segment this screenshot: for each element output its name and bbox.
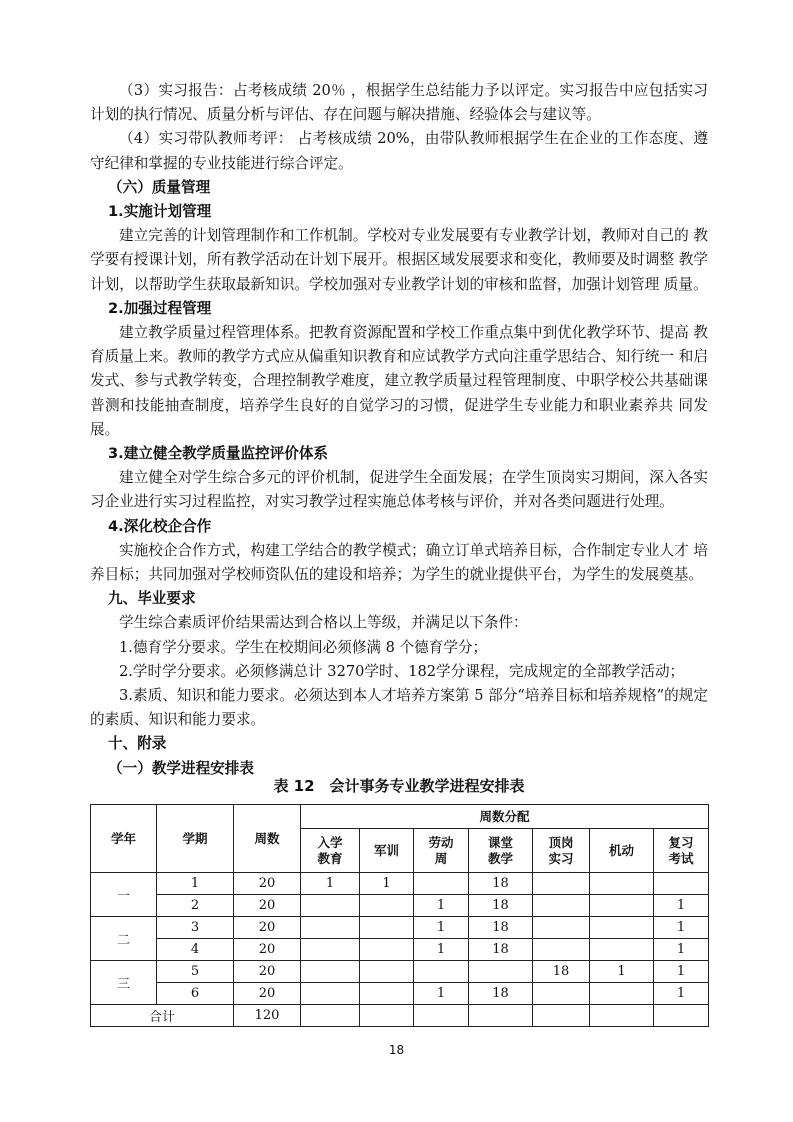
allocation-cell — [360, 961, 414, 983]
allocation-cell — [414, 961, 469, 983]
term-cell: 6 — [157, 983, 234, 1005]
total-empty-cell — [469, 1005, 533, 1027]
allocation-cell: 1 — [301, 873, 360, 895]
allocation-cell — [590, 939, 654, 961]
allocation-cell — [360, 895, 414, 917]
allocation-cell: 1 — [654, 917, 709, 939]
allocation-cell — [301, 939, 360, 961]
body-text — [90, 79, 708, 781]
allocation-cell: 18 — [469, 895, 533, 917]
allocation-cell — [469, 961, 533, 983]
year-cell: 三 — [91, 961, 157, 1005]
allocation-cell: 18 — [469, 917, 533, 939]
allocation-cell: 18 — [469, 983, 533, 1005]
heading-plan-management: 1.实施计划管理 — [108, 203, 212, 221]
paragraph-internship-report: （3）实习报告：占考核成绩 20％ ，根据学生总结能力予以评定。实习报告中应包括实习计划的执行情况、质量分析与评估、存在问题与解决措施、经验体会与建议等。 — [90, 82, 708, 124]
paragraph-moral-credits: 1.德育学分要求。学生在校期间必须修满 8 个德育学分； — [119, 638, 488, 656]
paragraph-quality-monitoring: 建立健全对学生综合多元的评价机制，促进学生全面发展；在学生顶岗实习期间，深入各实习企业进行实习过程监控，对实习教学过程实施总体考核与评价，并对各类问题进行处理。 — [90, 469, 708, 511]
table-row — [91, 895, 709, 917]
heading-graduation-requirements: 九、毕业要求 — [108, 590, 196, 608]
allocation-cell: 1 — [360, 873, 414, 895]
allocation-cell — [533, 917, 590, 939]
table-row — [91, 961, 709, 983]
allocation-cell: 1 — [590, 961, 654, 983]
heading-process-management: 2.加强过程管理 — [108, 299, 212, 317]
allocation-cell — [533, 895, 590, 917]
header-labor-week: 劳动 周 — [414, 829, 469, 873]
allocation-cell — [360, 917, 414, 939]
weeks-cell: 20 — [234, 961, 301, 983]
paragraph-school-enterprise: 实施校企合作方式，构建工学结合的教学模式；确立订单式培养目标，合作制定专业人才 培养目标；共同加强对学校师资队伍的建设和培养；为学生的就业提供平台，为学生的发展奠基。 — [90, 541, 708, 584]
allocation-cell — [360, 939, 414, 961]
allocation-cell — [301, 895, 360, 917]
allocation-cell: 18 — [533, 961, 590, 983]
allocation-cell — [414, 873, 469, 895]
allocation-cell — [590, 983, 654, 1005]
term-cell: 4 — [157, 939, 234, 961]
total-empty-cell — [590, 1005, 654, 1027]
table-row — [91, 917, 709, 939]
heading-quality-monitoring: 3.建立健全教学质量监控评价体系 — [108, 445, 329, 463]
total-label: 合计 — [91, 1005, 234, 1027]
header-enrollment-education: 入学 教育 — [301, 829, 360, 873]
table-caption: 表 12 会计事务专业教学进程安排表 — [273, 777, 525, 795]
allocation-cell — [590, 895, 654, 917]
weeks-cell: 20 — [234, 873, 301, 895]
paragraph-graduation-intro: 学生综合素质评价结果需达到合格以上等级，并满足以下条件： — [119, 614, 528, 632]
paragraph-teacher-evaluation: （4）实习带队教师考评： 占考核成绩 20%，由带队教师根据学生在企业的工作态度、遵守纪律和掌握的专业技能进行综合评定。 — [90, 130, 708, 172]
allocation-cell: 1 — [414, 983, 469, 1005]
paragraph-process-management: 建立教学质量过程管理体系。把教育资源配置和学校工作重点集中到优化教学环节、提高 教育质量上来。教师的教学方式应从偏重知识教育和应试教学方式向注重学思结合、知行统一 和启发式、参与式教学转变，合理控制教学难度，建立教学质量过程管理制度、中职学校公共基础课普测和技能抽查制度，培养学生良好的自觉学习的习惯，促进学生专业能力和职业素养共 同发展。 — [90, 324, 708, 438]
allocation-cell: 1 — [654, 983, 709, 1005]
heading-school-enterprise: 4.深化校企合作 — [108, 517, 212, 535]
header-classroom-teaching: 课堂 教学 — [469, 829, 533, 873]
paragraph-quality-knowledge: 3.素质、知识和能力要求。必须达到本人才培养方案第 5 部分“培养目标和培养规格”的规定的素质、知识和能力要求。 — [90, 687, 708, 729]
total-weeks: 120 — [234, 1005, 301, 1027]
page-number: 18 — [388, 1043, 405, 1057]
paragraph-plan-management: 建立完善的计划管理制作和工作机制。学校对专业发展要有专业教学计划，教师对自己的 教学要有授课计划，所有教学活动在计划下展开。根据区域发展要求和变化，教师要及时调整 教学计划，以帮助学生获取最新知识。学校加强对专业教学计划的审核和监督，加强计划管理 质量。 — [90, 227, 708, 293]
schedule-table — [90, 804, 709, 1027]
header-weeks: 周数 — [234, 805, 301, 873]
total-empty-cell — [533, 1005, 590, 1027]
paragraph-hour-credits: 2.学时学分要求。必须修满总计 3270学时、182学分课程，完成规定的全部教学活动； — [119, 662, 685, 680]
table-row — [91, 873, 709, 895]
table-row — [91, 983, 709, 1005]
term-cell: 1 — [157, 873, 234, 895]
header-flexible: 机动 — [590, 829, 654, 873]
allocation-cell: 1 — [414, 939, 469, 961]
header-internship: 顶岗 实习 — [533, 829, 590, 873]
allocation-cell: 1 — [654, 961, 709, 983]
allocation-cell — [654, 873, 709, 895]
allocation-cell: 1 — [414, 895, 469, 917]
header-week-allocation: 周数分配 — [301, 805, 709, 829]
weeks-cell: 20 — [234, 895, 301, 917]
heading-schedule-table: （一）教学进程安排表 — [108, 759, 254, 777]
allocation-cell: 1 — [654, 895, 709, 917]
total-empty-cell — [414, 1005, 469, 1027]
heading-appendix: 十、附录 — [108, 735, 167, 753]
weeks-cell: 20 — [234, 917, 301, 939]
allocation-cell: 18 — [469, 873, 533, 895]
allocation-cell — [533, 873, 590, 895]
allocation-cell — [533, 939, 590, 961]
term-cell: 5 — [157, 961, 234, 983]
allocation-cell: 1 — [654, 939, 709, 961]
allocation-cell — [533, 983, 590, 1005]
year-cell: 二 — [91, 917, 157, 961]
term-cell: 3 — [157, 917, 234, 939]
total-row — [91, 1005, 709, 1027]
year-cell: 一 — [91, 873, 157, 917]
allocation-cell: 18 — [469, 939, 533, 961]
allocation-cell: 1 — [414, 917, 469, 939]
allocation-cell — [301, 917, 360, 939]
table-row — [91, 939, 709, 961]
header-year: 学年 — [91, 805, 157, 873]
total-empty-cell — [654, 1005, 709, 1027]
allocation-cell — [590, 917, 654, 939]
total-empty-cell — [360, 1005, 414, 1027]
weeks-cell: 20 — [234, 983, 301, 1005]
header-military-training: 军训 — [360, 829, 414, 873]
header-review-exam: 复习 考试 — [654, 829, 709, 873]
weeks-cell: 20 — [234, 939, 301, 961]
header-term: 学期 — [157, 805, 234, 873]
allocation-cell — [301, 961, 360, 983]
term-cell: 2 — [157, 895, 234, 917]
allocation-cell — [360, 983, 414, 1005]
allocation-cell — [301, 983, 360, 1005]
heading-quality-management: （六）质量管理 — [108, 178, 211, 196]
total-empty-cell — [301, 1005, 360, 1027]
allocation-cell — [590, 873, 654, 895]
